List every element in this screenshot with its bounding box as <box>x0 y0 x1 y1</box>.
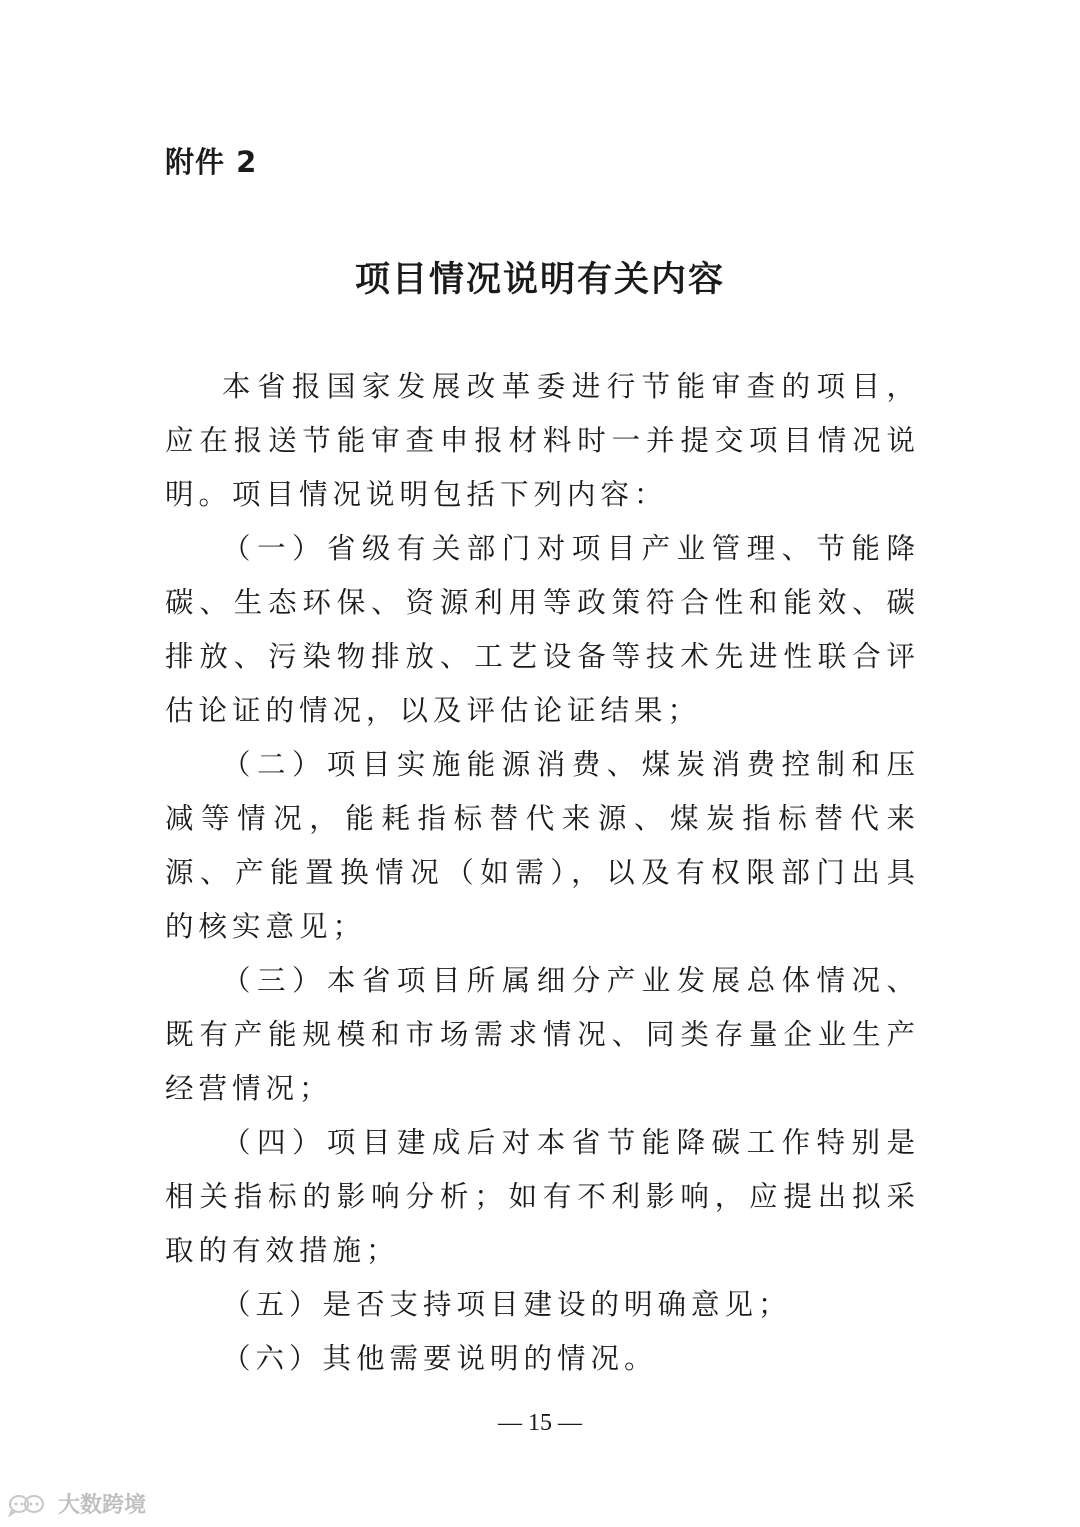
paragraph-item-4: （四）项目建成后对本省节能降碳工作特别是相关指标的影响分析；如有不利影响，应提出拟采取的有效措施； <box>165 1126 920 1267</box>
document-body <box>165 360 920 1386</box>
paragraph-item-3: （三）本省项目所属细分产业发展总体情况、既有产能规模和市场需求情况、同类存量企业生产经营情况； <box>165 964 920 1105</box>
paragraph-item-2: （二）项目实施能源消费、煤炭消费控制和压减等情况，能耗指标替代来源、煤炭指标替代来源、产能置换情况（如需），以及有权限部门出具的核实意见； <box>165 748 920 943</box>
paragraph-item-6: （六）其他需要说明的情况。 <box>222 1342 658 1375</box>
paragraph-item-1: （一）省级有关部门对项目产业管理、节能降碳、生态环保、资源利用等政策符合性和能效、碳排放、污染物排放、工艺设备等技术先进性联合评估论证的情况，以及评估论证结果； <box>165 532 920 727</box>
paragraph-item-5: （五）是否支持项目建设的明确意见； <box>222 1288 792 1321</box>
attachment-label: 附件 2 <box>165 145 258 179</box>
watermark <box>8 1488 146 1519</box>
chat-bubble-logo-icon <box>8 1491 52 1517</box>
watermark-text: 大数跨境 <box>58 1493 147 1518</box>
document-title: 项目情况说明有关内容 <box>354 260 725 300</box>
page-number: — 15 — <box>498 1410 582 1436</box>
paragraph-intro: 本省报国家发展改革委进行节能审查的项目，应在报送节能审查申报材料时一并提交项目情况说明。项目情况说明包括下列内容： <box>165 370 920 511</box>
